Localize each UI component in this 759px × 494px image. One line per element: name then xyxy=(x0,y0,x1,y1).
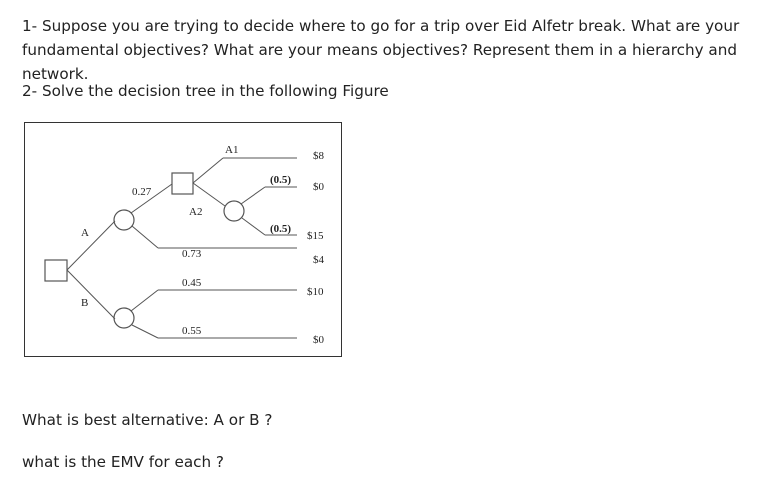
branch-label-a: A xyxy=(81,227,89,239)
payoff-b-down: $0 xyxy=(313,334,324,346)
payoff-a1: $8 xyxy=(313,150,324,162)
question-4: what is the EMV for each ? xyxy=(22,453,224,471)
branch-055-diag xyxy=(132,325,158,338)
branch-c-down-diag xyxy=(242,218,265,235)
decision-tree xyxy=(25,123,343,358)
prob-label-c-down: (0.5) xyxy=(270,223,292,235)
payoff-c-down: $15 xyxy=(307,230,324,242)
branch-a-line xyxy=(67,221,115,270)
prob-label-055: 0.55 xyxy=(182,325,202,337)
branch-b-line xyxy=(67,270,115,319)
question-2: 2- Solve the decision tree in the following Figure xyxy=(22,82,389,100)
payoff-c-up: $0 xyxy=(313,181,324,193)
decision-tree-figure xyxy=(24,122,342,357)
prob-label-027: 0.27 xyxy=(132,186,152,198)
decision-node-2 xyxy=(172,173,193,194)
branch-a2-line xyxy=(193,183,225,206)
question-3: What is best alternative: A or B ? xyxy=(22,411,273,429)
branch-045-diag xyxy=(131,290,158,311)
root-decision-node xyxy=(45,260,67,281)
payoff-a-down: $4 xyxy=(313,254,324,266)
prob-label-045: 0.45 xyxy=(182,277,202,289)
payoff-b-up: $10 xyxy=(307,286,324,298)
branch-label-a2: A2 xyxy=(189,206,203,218)
branch-073-diag xyxy=(132,226,158,248)
branch-label-b: B xyxy=(81,297,89,309)
branch-a1-diag xyxy=(193,158,223,183)
question-1: 1- Suppose you are trying to decide where to go for a trip over Eid Alfetr break. What are your fundamental objectives? What are your means objectives? Represent them in a hierarchy and network. xyxy=(22,17,740,83)
prob-label-c-up: (0.5) xyxy=(270,174,292,186)
branch-c-up-diag xyxy=(241,187,265,204)
branch-label-a1: A1 xyxy=(225,144,239,156)
prob-label-073: 0.73 xyxy=(182,248,202,260)
